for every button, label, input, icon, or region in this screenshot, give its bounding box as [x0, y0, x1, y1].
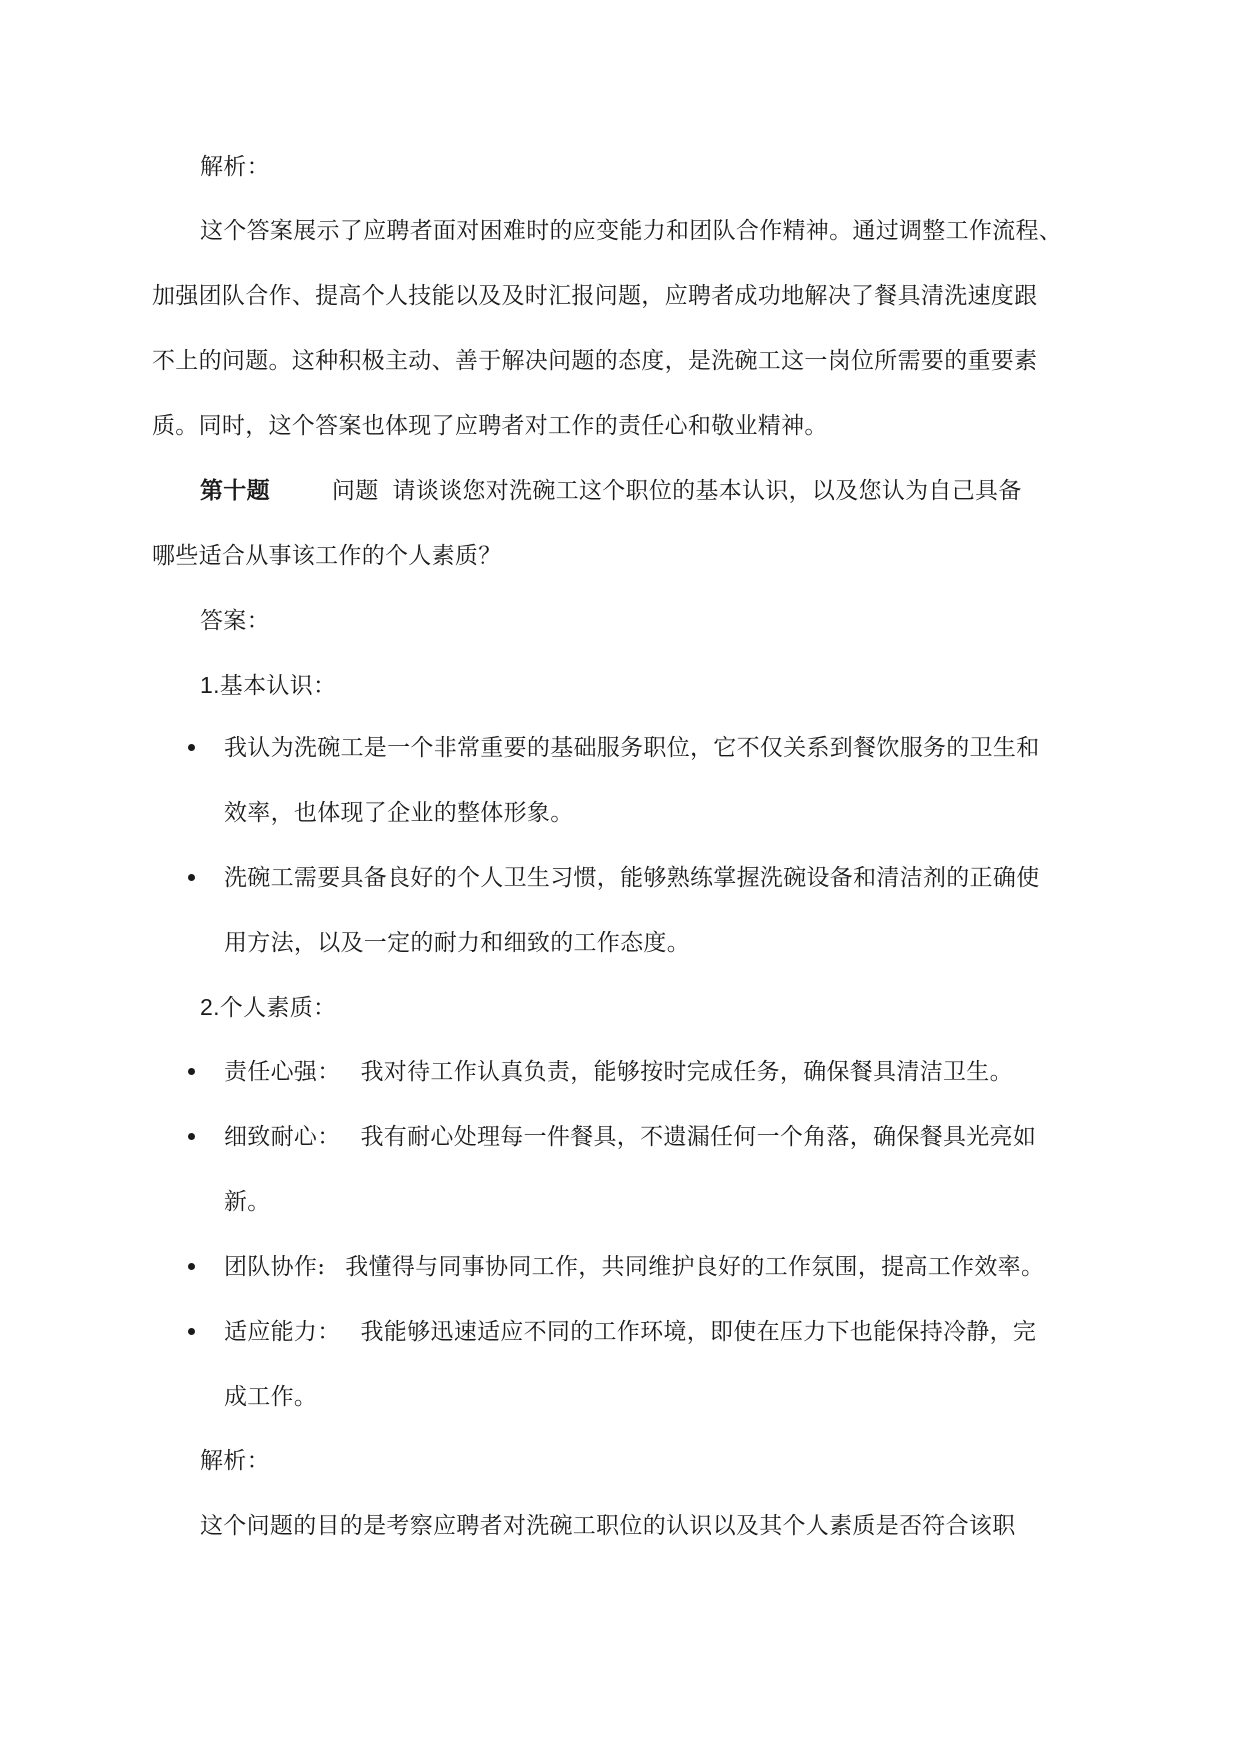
section-number: 1. [200, 672, 220, 698]
bullet-label: 适应能力： [224, 1319, 341, 1345]
bullet-line: 效率，也体现了企业的整体形象。 [224, 800, 574, 826]
section-heading-text: 个人素质： [219, 995, 337, 1021]
bullet-label: 责任心强： [224, 1059, 341, 1085]
analysis-paragraph-line: 这个问题的目的是考察应聘者对洗碗工职位的认识以及其个人素质是否符合该职 [200, 1513, 1016, 1539]
bullet-line: 成工作。 [224, 1384, 318, 1410]
answer-label: 答案： [200, 608, 270, 634]
question-text: 请谈谈您对洗碗工这个职位的基本认识，以及您认为自己具备 [392, 478, 1022, 504]
analysis-label: 解析： [200, 1448, 270, 1474]
bullet-text: 我能够迅速适应不同的工作环境，即使在压力下也能保持冷静，完 [360, 1319, 1037, 1345]
section-heading [200, 992, 336, 1023]
bullet-dot [188, 1328, 195, 1335]
bullet-line [224, 1057, 1013, 1087]
analysis-paragraph-line: 质。同时，这个答案也体现了应聘者对工作的责任心和敬业精神。 [152, 413, 828, 439]
bullet-line [224, 1252, 1044, 1282]
bullet-text: 我有耐心处理每一件餐具，不遗漏任何一个角落，确保餐具光亮如 [360, 1124, 1037, 1150]
bullet-text: 我懂得与同事协同工作，共同维护良好的工作氛围，提高工作效率。 [345, 1254, 1045, 1280]
bullet-line [224, 1317, 1036, 1347]
question-number: 第十题 [200, 477, 270, 504]
bullet-dot [188, 744, 195, 751]
question-label: 问题 [331, 478, 379, 504]
analysis-paragraph-line: 这个答案展示了应聘者面对困难时的应变能力和团队合作精神。通过调整工作流程、 [200, 218, 1063, 244]
analysis-paragraph-line: 加强团队合作、提高个人技能以及及时汇报问题，应聘者成功地解决了餐具清洗速度跟 [152, 283, 1038, 309]
bullet-label: 团队协作: [224, 1254, 326, 1280]
analysis-paragraph-line: 不上的问题。这种积极主动、善于解决问题的态度，是洗碗工这一岗位所需要的重要素 [152, 348, 1038, 374]
question-line [200, 476, 1022, 506]
bullet-line: 洗碗工需要具备良好的个人卫生习惯，能够熟练掌握洗碗设备和清洁剂的正确使 [224, 865, 1040, 891]
section-heading-text: 基本认识： [219, 673, 337, 699]
question-text-line: 哪些适合从事该工作的个人素质？ [152, 543, 502, 569]
bullet-line: 我认为洗碗工是一个非常重要的基础服务职位，它不仅关系到餐饮服务的卫生和 [224, 735, 1040, 761]
bullet-label: 细致耐心： [224, 1124, 341, 1150]
bullet-line: 用方法，以及一定的耐力和细致的工作态度。 [224, 930, 690, 956]
bullet-line [224, 1122, 1036, 1152]
section-number: 2. [200, 994, 220, 1020]
analysis-label: 解析： [200, 154, 270, 180]
bullet-dot [188, 1068, 195, 1075]
bullet-dot [188, 1133, 195, 1140]
bullet-dot [188, 1263, 195, 1270]
bullet-dot [188, 874, 195, 881]
bullet-line: 新。 [224, 1189, 271, 1215]
bullet-text: 我对待工作认真负责，能够按时完成任务，确保餐具清洁卫生。 [360, 1059, 1013, 1085]
section-heading [200, 670, 336, 701]
